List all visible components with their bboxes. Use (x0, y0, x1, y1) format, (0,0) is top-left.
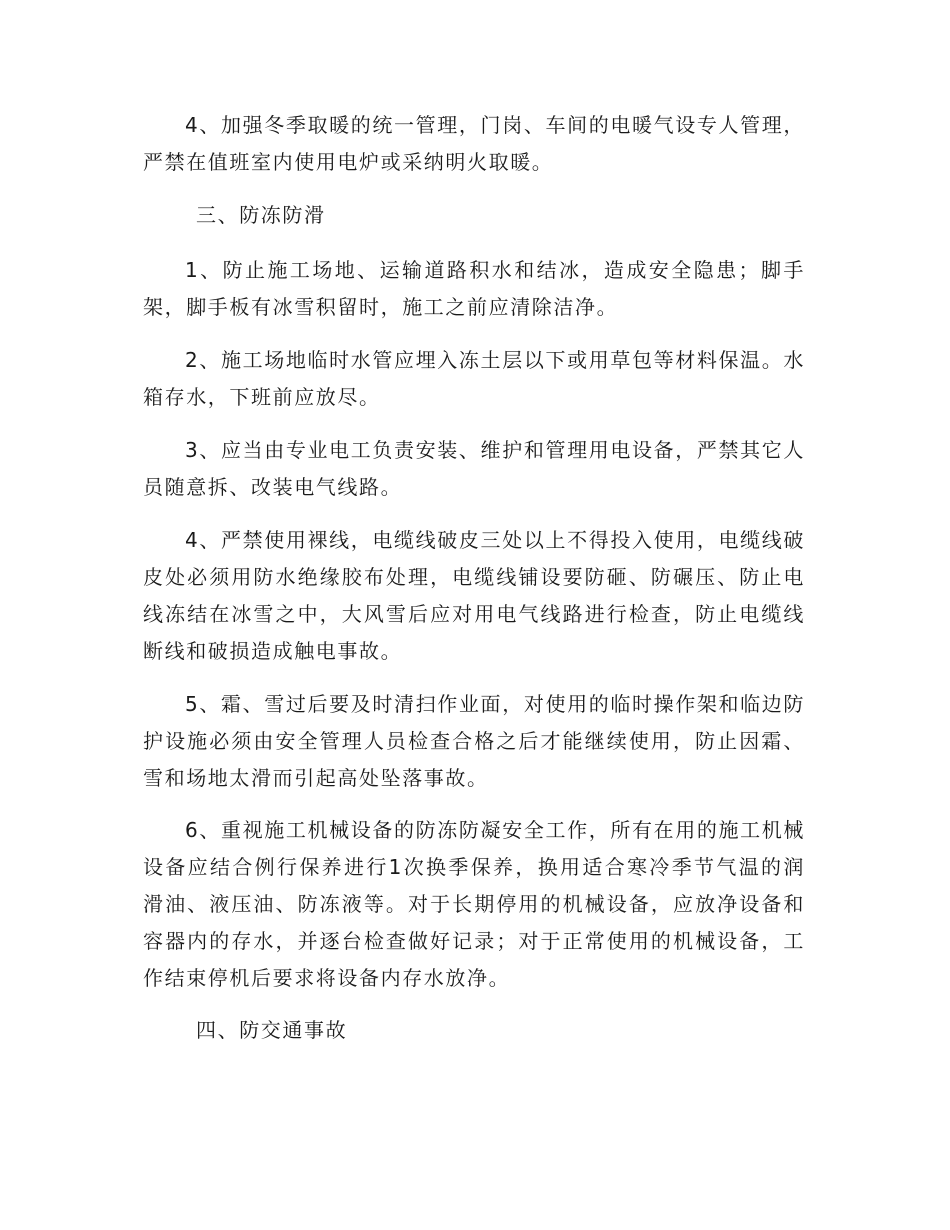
section-heading-traffic: 四、防交通事故 (196, 1018, 348, 1042)
paragraph-prevent-water-ice: 1、防止施工场地、运输道路积水和结冰，造成安全隐患；脚手架，脚手板有冰雪积留时，施工之前应清除洁净。 (143, 258, 805, 319)
paragraph-frost-snow: 5、霜、雪过后要及时清扫作业面，对使用的临时操作架和临边防护设施必须由安全管理人员检查合格之后才能继续使用，防止因霜、雪和场地太滑而引起高处坠落事故。 (143, 692, 805, 790)
paragraph-machinery: 6、重视施工机械设备的防冻防凝安全工作，所有在用的施工机械设备应结合例行保养进行1次换季保养，换用适合寒冷季节气温的润滑油、液压油、防冻液等。对于长期停用的机械设备，应放净设备和容器内的存水，并逐台检查做好记录；对于正常使用的机械设备，工作结束停机后要求将设备内存水放净。 (143, 818, 805, 990)
paragraph-water-pipes: 2、施工场地临时水管应埋入冻土层以下或用草包等材料保温。水箱存水，下班前应放尽。 (143, 348, 805, 409)
paragraph-electrician: 3、应当由专业电工负责安装、维护和管理用电设备，严禁其它人员随意拆、改装电气线路。 (143, 438, 805, 499)
paragraph-cables: 4、严禁使用裸线，电缆线破皮三处以上不得投入使用，电缆线破皮处必须用防水绝缘胶布处理，电缆线铺设要防砸、防碾压、防止电线冻结在冰雪之中，大风雪后应对用电气线路进行检查，防止电缆线断线和破损造成触电事故。 (143, 528, 805, 663)
paragraph-heating-management: 4、加强冬季取暖的统一管理，门岗、车间的电暖气设专人管理，严禁在值班室内使用电炉或采纳明火取暖。 (143, 113, 805, 174)
section-heading-antifreeze: 三、防冻防滑 (196, 203, 326, 227)
